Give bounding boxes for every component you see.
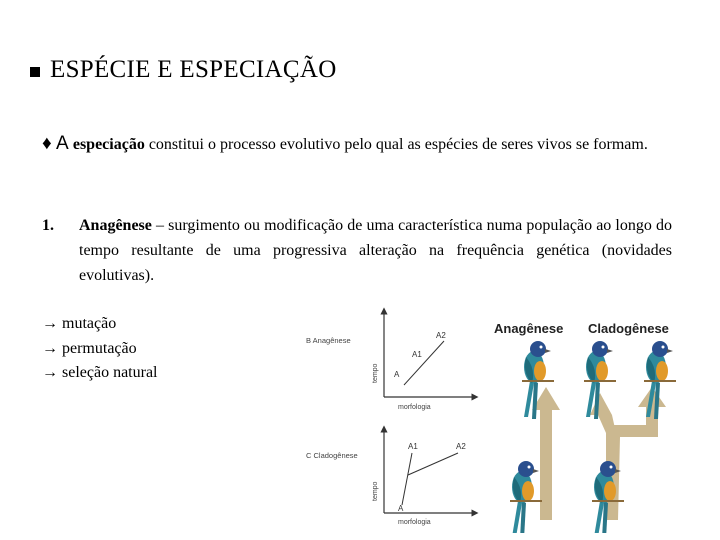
diagram-c-x-label: morfologia xyxy=(398,519,431,526)
diagram-b-lineage-line xyxy=(404,341,444,385)
diagram-c-branch-left xyxy=(402,453,412,505)
list-item-text xyxy=(79,213,672,288)
list-item-number: 1. xyxy=(42,217,54,234)
bird-icon xyxy=(510,461,542,533)
mechanism-item: → mutação xyxy=(42,315,117,332)
list-item-description: – surgimento ou modificação de uma característica numa população ao longo do tempo resultante de uma progressiva alteração na frequência genética (novidades evolutivas). xyxy=(79,217,672,284)
diagram-b-label: B Anagênese xyxy=(306,336,351,345)
intro-paragraph xyxy=(42,131,672,157)
diagram-cladogenese xyxy=(300,425,480,530)
bird-icon xyxy=(644,341,676,419)
diagram-c-y-label: tempo xyxy=(372,481,379,501)
diagram-c-point-a2: A2 xyxy=(456,442,466,451)
diamond-bullet-icon: ♦ xyxy=(42,133,56,154)
birds-figure xyxy=(488,315,688,533)
bird-icon xyxy=(592,461,624,533)
birds-label-cladogenese: Cladogênese xyxy=(588,321,669,336)
square-bullet-icon xyxy=(30,67,40,77)
diagram-b-point-a1: A1 xyxy=(412,350,422,359)
diagram-anagenese xyxy=(300,305,480,415)
list-item-term: Anagênese xyxy=(79,217,152,234)
page-title xyxy=(30,56,337,84)
birds-label-anagenese: Anagênese xyxy=(494,321,564,336)
diagram-c-point-a1: A1 xyxy=(408,442,418,451)
diagram-c-branch-right xyxy=(408,453,458,475)
diagram-b-y-label: tempo xyxy=(372,363,379,383)
intro-term: especiação xyxy=(72,136,145,153)
intro-rest: constitui o processo evolutivo pelo qual as espécies de seres vivos se formam. xyxy=(144,136,648,153)
diagram-c-point-a: A xyxy=(398,504,404,513)
mechanism-item: → seleção natural xyxy=(42,364,158,381)
diagram-b-point-a2: A2 xyxy=(436,331,446,340)
intro-lead: A xyxy=(55,133,73,154)
cladogenese-arrow-branch xyxy=(590,393,616,433)
list-item-anagenese xyxy=(42,213,672,288)
mechanism-item: → permutação xyxy=(42,339,137,357)
page-title-text: ESPÉCIE E ESPECIAÇÃO xyxy=(50,56,337,83)
mechanisms-list xyxy=(42,312,158,386)
diagram-b-x-label: morfologia xyxy=(398,404,431,411)
diagram-c-label: C Cladogênese xyxy=(306,451,358,460)
diagram-b-point-a: A xyxy=(394,370,400,379)
